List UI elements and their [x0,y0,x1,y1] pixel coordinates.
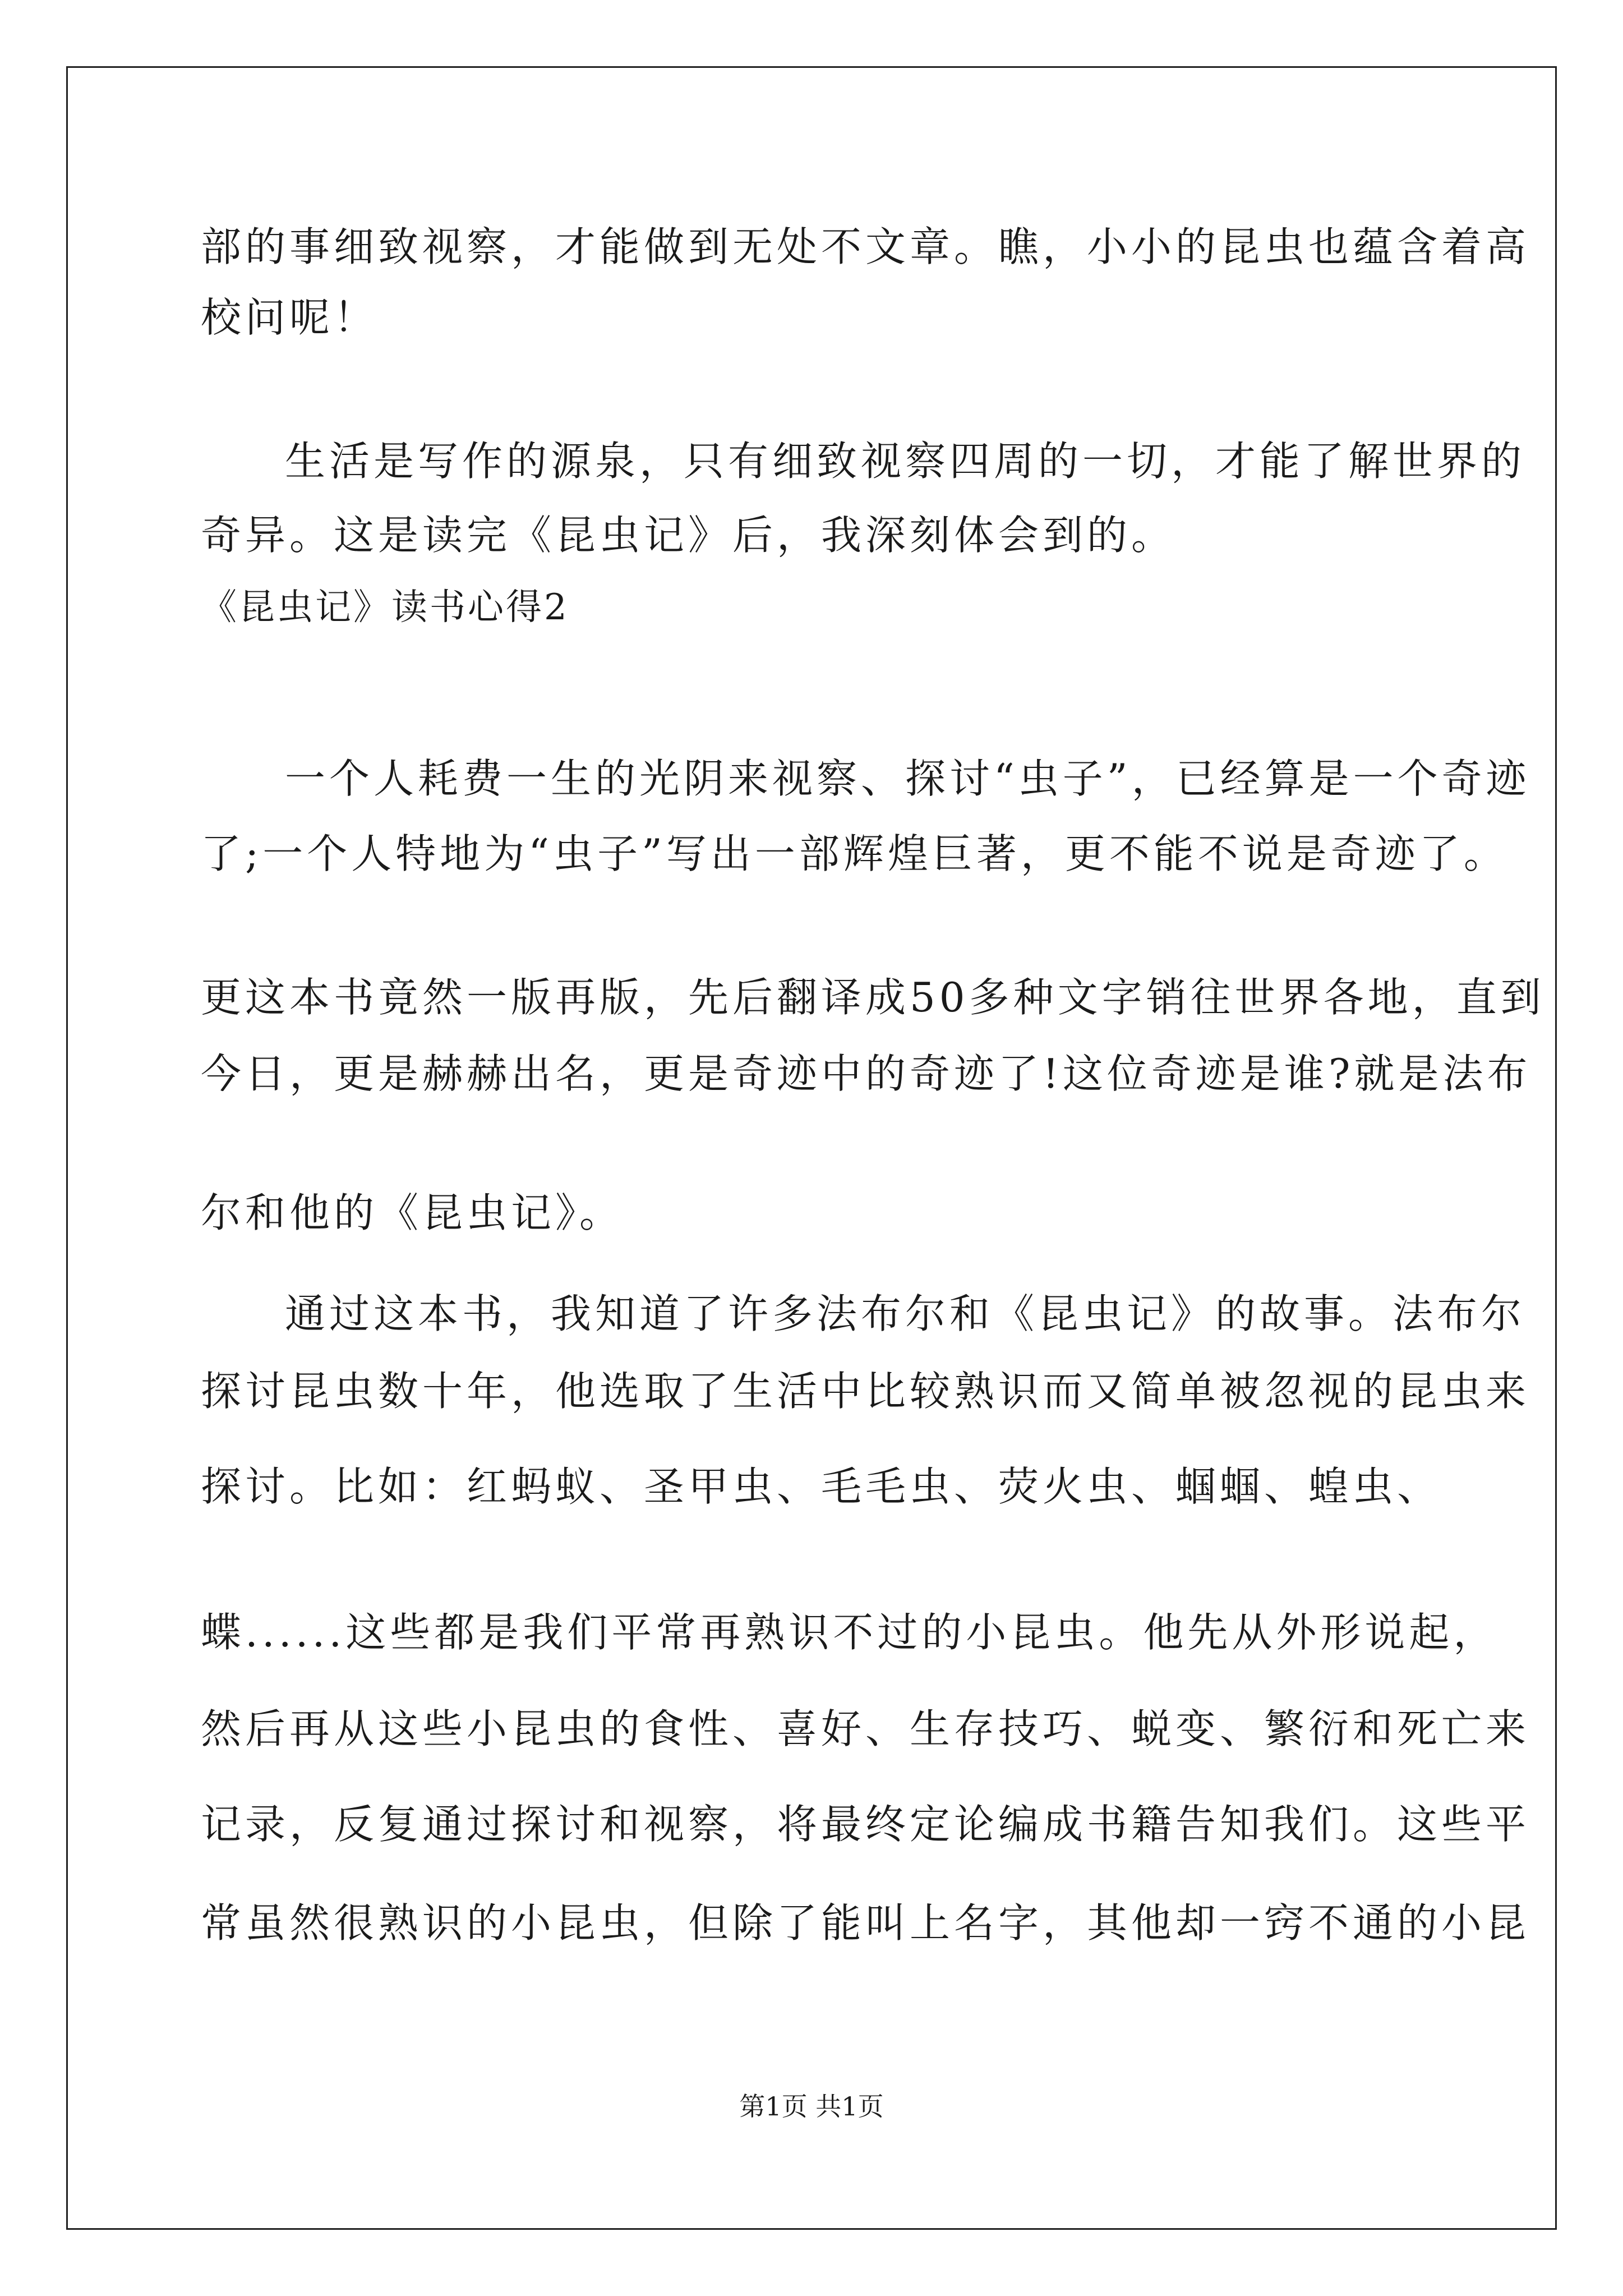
text-line: 常虽然很熟识的小昆虫，但除了能叫上名字，其他却一窍不通的小昆 [201,1899,1530,1947]
text-line: 探讨昆虫数十年，他选取了生活中比较熟识而又简单被忽视的昆虫来 [201,1368,1530,1415]
text-line: 奇异。这是读完《昆虫记》后，我深刻体会到的。 [201,512,1176,559]
text-line: 记录，反复通过探讨和视察，将最终定论编成书籍告知我们。这些平 [201,1801,1530,1848]
text-line: 今日，更是赫赫出名，更是奇迹中的奇迹了!这位奇迹是谁?就是法布 [201,1050,1532,1097]
text-line: 部的事细致视察，才能做到无处不文章。瞧，小小的昆虫也蕴含着高 [201,223,1530,270]
text-line: 蝶......这些都是我们平常再熟识不过的小昆虫。他先从外形说起， [201,1609,1498,1656]
text-line: 了;一个人特地为“虫子”写出一部辉煌巨著，更不能不说是奇迹了。 [201,830,1508,877]
text-line: 生活是写作的源泉，只有细致视察四周的一切，才能了解世界的 [285,438,1526,485]
text-line: 通过这本书，我知道了许多法布尔和《昆虫记》的故事。法布尔 [285,1290,1526,1337]
section-heading: 《昆虫记》读书心得2 [201,587,569,628]
text-line: 尔和他的《昆虫记》。 [201,1189,624,1236]
text-line: 然后再从这些小昆虫的食性、喜好、生存技巧、蜕变、繁衍和死亡来 [201,1705,1530,1752]
text-line: 更这本书竟然一版再版，先后翻译成50多种文字销往世界各地，直到 [201,974,1545,1021]
text-line: 探讨。比如：红蚂蚁、圣甲虫、毛毛虫、荧火虫、蝈蝈、蝗虫、 [201,1463,1442,1510]
text-line: 校问呢！ [201,294,379,341]
page-number-footer: 第1页 共1页 [739,2091,884,2122]
text-line: 一个人耗费一生的光阴来视察、探讨“虫子”，已经算是一个奇迹 [285,755,1530,802]
